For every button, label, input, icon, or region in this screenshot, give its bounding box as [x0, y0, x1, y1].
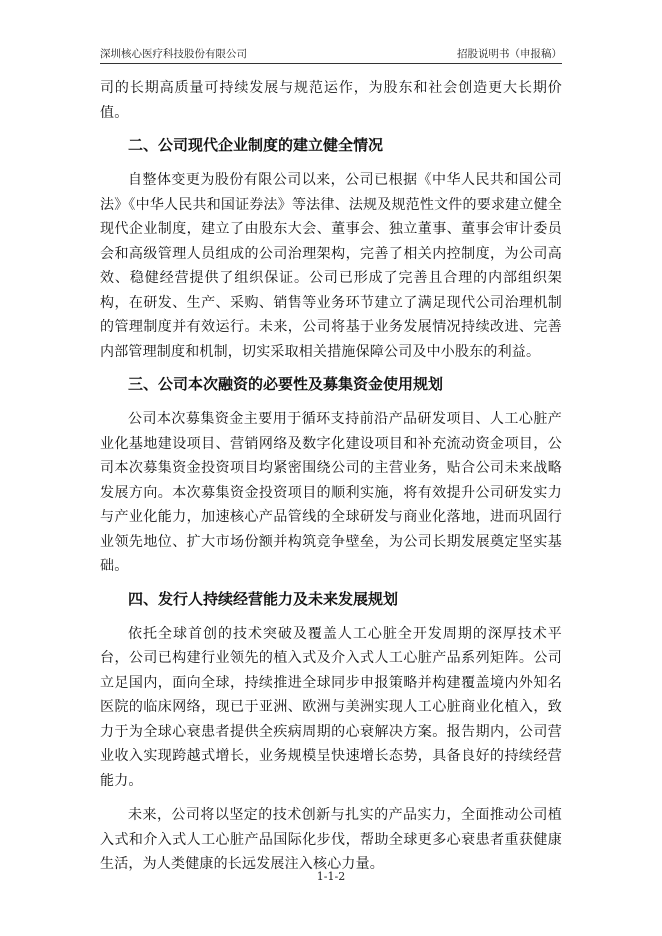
header-company-name: 深圳核心医疗科技股份有限公司 [100, 48, 247, 60]
continued-paragraph: 司的长期高质量可持续发展与规范运作，为股东和社会创造更大长期价值。 [100, 80, 562, 121]
section-heading-3: 三、公司本次融资的必要性及募集资金使用规划 [128, 375, 444, 393]
document-body [100, 76, 562, 887]
page-number: 1-1-2 [316, 870, 346, 883]
section-3-paragraph: 公司本次募集资金主要用于循环支持前沿产品研发项目、人工心脏产业化基地建设项目、营销网络及数字化建设项目和补充流动资金项目，公司本次募集资金投资项目均紧密围绕公司的主营业务，贴合公司未来战略发展方向。本次募集资金投资项目的顺利实施，将有效提升公司研发实力与产业化能力，加速核心产品管线的全球研发与商业化落地，进而巩固行业领先地位、扩大市场份额并构筑竞争壁垒，为公司长期发展奠定坚实基础。 [100, 411, 562, 574]
header-document-type: 招股说明书（申报稿） [457, 48, 562, 60]
section-2-paragraph: 自整体变更为股份有限公司以来，公司已根据《中华人民共和国公司法》《中华人民共和国证券法》等法律、法规及规范性文件的要求建立健全现代企业制度，建立了由股东大会、董事会、独立董事、董事会审计委员会和高级管理人员组成的公司治理架构，完善了相关内控制度，为公司高效、稳健经营提供了组织保证。公司已形成了完善且合理的内部组织架构，在研发、生产、采购、销售等业务环节建立了满足现代公司治理机制的管理制度并有效运行。未来，公司将基于业务发展情况持续改进、完善内部管理制度和机制，切实采取相关措施保障公司及中小股东的利益。 [100, 172, 562, 360]
section-heading-4: 四、发行人持续经营能力及未来发展规划 [128, 589, 399, 608]
section-4-paragraph-1: 依托全球首创的技术突破及覆盖人工心脏全开发周期的深厚技术平台，公司已构建行业领先的植入式及介入式人工心脏产品系列矩阵。公司立足国内，面向全球，持续推进全球同步申报策略并构建覆盖境内外知名医院的临床网络，现已于亚洲、欧洲与美洲实现人工心脏商业化植入，致力于为全球心衰患者提供全疾病周期的心衰解决方案。报告期内，公司营业收入实现跨越式增长，业务规模呈快速增长态势，具备良好的持续经营能力。 [100, 625, 562, 789]
page-header [100, 46, 562, 61]
header-divider [100, 63, 562, 64]
section-heading-2: 二、公司现代企业制度的建立健全情况 [128, 136, 384, 154]
section-4-paragraph-2: 未来，公司将以坚定的技术创新与扎实的产品实力，全面推动公司植入式和介入式人工心脏产品国际化步伐，帮助全球更多心衰患者重获健康生活，为人类健康的长远发展注入核心力量。 [100, 807, 562, 872]
